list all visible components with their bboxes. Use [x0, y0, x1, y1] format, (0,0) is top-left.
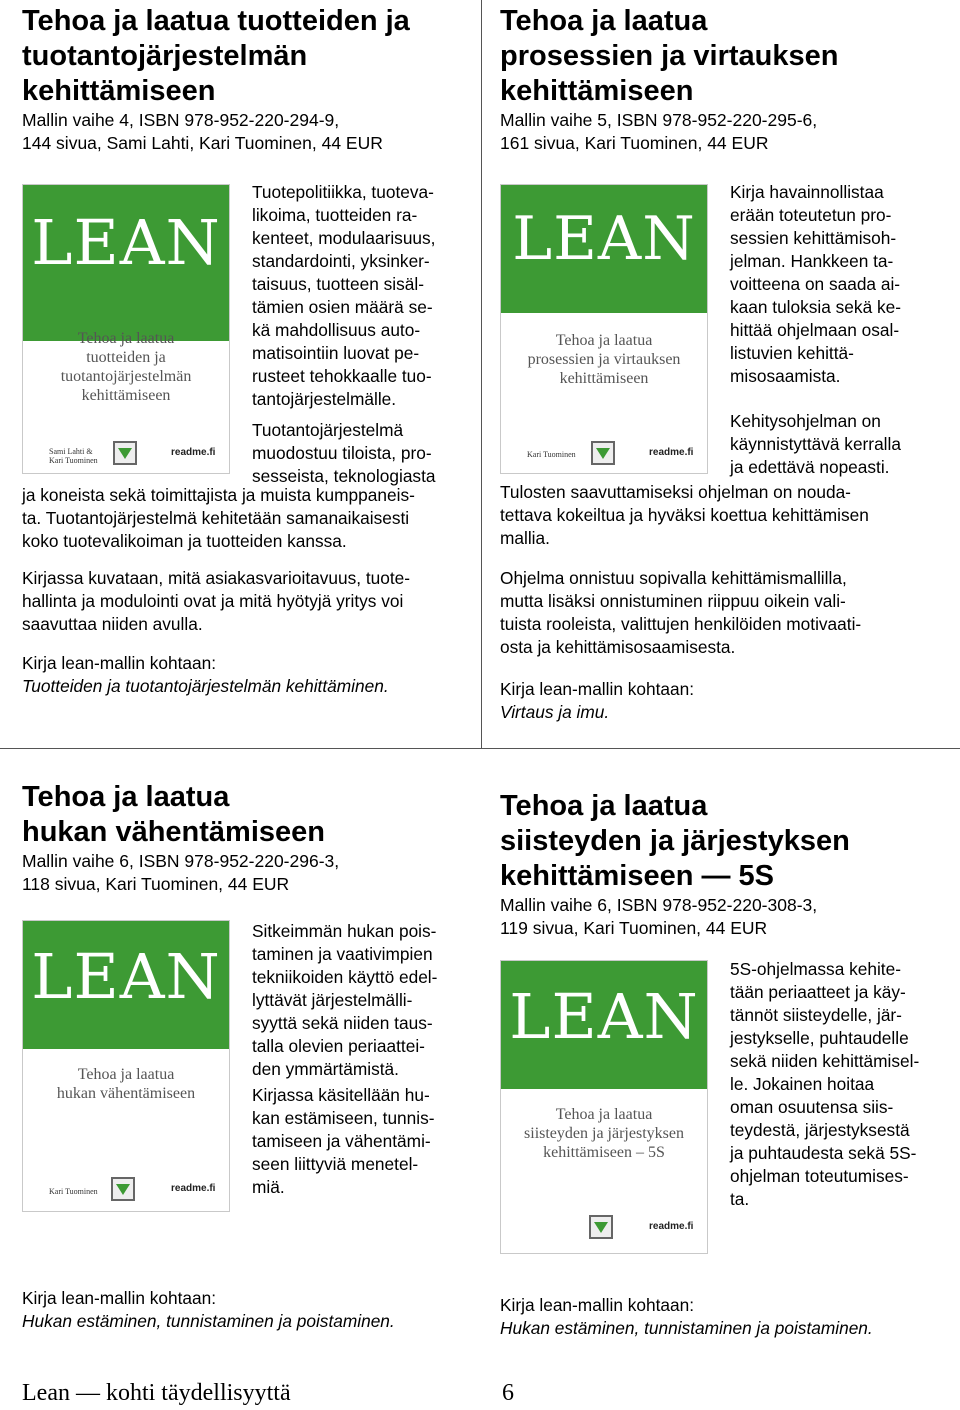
title-line: kehittämiseen: [500, 75, 694, 107]
cover-publisher: readme.fi: [649, 1221, 694, 1232]
horizontal-divider: [0, 748, 960, 749]
cover-lean-word: LEAN: [512, 204, 696, 274]
book-4-side-text: [730, 958, 955, 1211]
title-line: tuotantojärjestelmän: [22, 40, 308, 72]
cover-lean-word: LEAN: [31, 206, 221, 279]
text-line: Kirjassa käsitellään hu-: [252, 1085, 430, 1105]
text-line: Ohjelma onnistuu sopivalla kehittämismallilla,: [500, 568, 847, 588]
text-line: kaan tuloksia sekä ke-: [730, 297, 901, 317]
cover-subtitle-line: prosessien ja virtauksen: [527, 351, 681, 368]
book-meta: [500, 894, 950, 940]
text-line: Kirjassa kuvataan, mitä asiakasvarioitavuus, tuote-: [22, 568, 411, 588]
meta-line: 161 sivua, Kari Tuominen, 44 EUR: [500, 133, 769, 153]
text-line: tamiseen ja vähentämi-: [252, 1131, 431, 1151]
book-meta: [22, 850, 472, 896]
book-cover-2: [500, 184, 708, 474]
model-ref-value: Hukan estäminen, tunnistaminen ja poistaminen.: [500, 1318, 873, 1338]
title-line: Tehoa ja laatua: [500, 5, 708, 37]
model-ref-label: Kirja lean-mallin kohtaan:: [500, 1295, 695, 1315]
text-line: Kirja havainnollistaa: [730, 182, 884, 202]
title-line: Tehoa ja laatua: [22, 781, 230, 813]
cover-authors: [49, 447, 98, 465]
text-line: mutta lisäksi onnistuminen riippuu oikein vali-: [500, 591, 846, 611]
text-line: Tuotepolitiikka, tuoteva-: [252, 182, 434, 202]
text-line: misosaamista.: [730, 366, 841, 386]
text-line: ta. Tuotantojärjestelmä kehitetään samanaikaisesti: [22, 508, 410, 528]
book-panel-1: [22, 4, 472, 155]
cover-publisher: readme.fi: [171, 1183, 216, 1194]
book-4-model-ref: [500, 1294, 955, 1340]
text-line: voitteena on saada ai-: [730, 274, 901, 294]
text-line: Kehitysohjelman on: [730, 411, 881, 431]
running-footer-title: Lean — kohti täydellisyyttä: [22, 1380, 291, 1406]
book-panel-3: [22, 780, 472, 896]
cover-publisher: readme.fi: [171, 447, 216, 458]
text-line: koko tuotevalikoiman ja tuotteiden kanssa.: [22, 531, 347, 551]
book-1-model-ref: [22, 652, 477, 698]
text-line: jelman. Hankkeen ta-: [730, 251, 894, 271]
text-line: taminen ja vaativimpien: [252, 944, 433, 964]
text-line: sessien kehittämisoh-: [730, 228, 897, 248]
text-line: sesseista, teknologiasta: [252, 466, 436, 486]
text-line: teydestä, järjestyksestä: [730, 1120, 910, 1140]
text-line: jestykselle, puhtaudelle: [730, 1028, 909, 1048]
cover-author-line: Kari Tuominen: [527, 450, 576, 459]
vertical-divider: [481, 0, 482, 748]
cover-subtitle-line: kehittämiseen: [81, 387, 171, 404]
book-panel-4: [500, 789, 950, 940]
cover-subtitle-line: siisteyden ja järjestyksen: [524, 1125, 684, 1142]
book-3-side-text: [252, 920, 477, 1081]
cover-subtitle: [23, 329, 229, 405]
model-ref-value: Virtaus ja imu.: [500, 702, 610, 722]
text-line: ja puhtaudesta sekä 5S-: [730, 1143, 917, 1163]
text-line: tännöt siisteydelle, jär-: [730, 1005, 902, 1025]
cover-subtitle: [501, 331, 707, 388]
model-ref-value: Hukan estäminen, tunnistaminen ja poistaminen.: [22, 1311, 395, 1331]
text-line: hittää ohjelmaan osal-: [730, 320, 900, 340]
book-1-side-text: [252, 181, 477, 411]
cover-subtitle: [501, 1105, 707, 1162]
meta-line: Mallin vaihe 5, ISBN 978-952-220-295-6,: [500, 110, 818, 130]
text-line: lyttävät järjestelmälli-: [252, 990, 413, 1010]
model-ref-label: Kirja lean-mallin kohtaan:: [22, 653, 217, 673]
text-line: den ymmärtämistä.: [252, 1059, 399, 1079]
text-line: erään toteutetun pro-: [730, 205, 892, 225]
meta-line: 119 sivua, Kari Tuominen, 44 EUR: [500, 918, 768, 938]
book-title: [500, 789, 950, 894]
text-line: Tulosten saavuttamiseksi ohjelman on nouda-: [500, 482, 851, 502]
text-line: listuvien kehittä-: [730, 343, 854, 363]
book-panel-2: [500, 4, 950, 155]
cover-subtitle-line: Tehoa ja laatua: [555, 332, 653, 349]
title-line: siisteyden ja järjestyksen: [500, 825, 850, 857]
cover-lean-word: LEAN: [31, 940, 221, 1013]
cover-lean-word: LEAN: [509, 980, 699, 1053]
cover-author-line: Kari Tuominen: [49, 456, 98, 465]
book-meta: [22, 109, 472, 155]
text-line: taisuus, tuotteen sisäl-: [252, 274, 424, 294]
meta-line: 118 sivua, Kari Tuominen, 44 EUR: [22, 874, 290, 894]
book-meta: [500, 109, 950, 155]
text-line: sekä niiden kehittämisel-: [730, 1051, 920, 1071]
text-line: standardointi, yksinker-: [252, 251, 430, 271]
text-line: mallia.: [500, 528, 550, 548]
title-line: hukan vähentämiseen: [22, 816, 325, 848]
book-2-side-text: [730, 181, 955, 388]
text-line: likoima, tuotteiden ra-: [252, 205, 418, 225]
book-title: [22, 4, 472, 109]
text-line: Sitkeimmän hukan pois-: [252, 921, 437, 941]
publisher-emblem-icon: [111, 1177, 135, 1201]
text-line: syyttä sekä niiden taus-: [252, 1013, 433, 1033]
book-cover-1: [22, 184, 230, 474]
text-line: talla olevien periaattei-: [252, 1036, 425, 1056]
text-line: tekniikoiden käyttö edel-: [252, 967, 438, 987]
meta-line: Mallin vaihe 4, ISBN 978-952-220-294-9,: [22, 110, 340, 130]
text-line: 5S-ohjelmassa kehite-: [730, 959, 901, 979]
model-ref-label: Kirja lean-mallin kohtaan:: [500, 679, 695, 699]
text-line: le. Jokainen hoitaa: [730, 1074, 875, 1094]
text-line: matisointiin luovat pe-: [252, 343, 420, 363]
title-line: kehittämiseen: [22, 75, 216, 107]
publisher-emblem-icon: [113, 441, 137, 465]
publisher-emblem-icon: [589, 1215, 613, 1239]
text-line: kä mahdollisuus auto-: [252, 320, 421, 340]
cover-author-line: Kari Tuominen: [49, 1187, 98, 1196]
title-line: Tehoa ja laatua tuotteiden ja: [22, 5, 410, 37]
text-line: hallinta ja modulointi ovat ja mitä hyötyjä yritys voi: [22, 591, 404, 611]
text-line: osta ja kehittämisosaamisesta.: [500, 637, 736, 657]
cover-subtitle-line: kehittämiseen: [559, 370, 649, 387]
book-cover-4: [500, 960, 708, 1254]
text-line: tettava kokeiltua ja hyväksi koettua kehittämisen: [500, 505, 869, 525]
book-title: [22, 780, 472, 850]
cover-subtitle: [23, 1065, 229, 1103]
text-line: ta.: [730, 1189, 750, 1209]
meta-line: 144 sivua, Sami Lahti, Kari Tuominen, 44 EUR: [22, 133, 383, 153]
text-line: tantojärjestelmälle.: [252, 389, 397, 409]
text-line: tuista rooleista, valittujen henkilöiden motivaati-: [500, 614, 862, 634]
cover-authors: [49, 1187, 98, 1196]
book-2-model-ref: [500, 678, 955, 724]
book-2-side-text-2: [730, 410, 955, 479]
text-line: tämien osien määrä se-: [252, 297, 433, 317]
book-2-full-text: [500, 481, 955, 550]
book-3-model-ref: [22, 1287, 477, 1333]
cover-subtitle-line: tuotantojärjestelmän: [60, 368, 192, 385]
cover-subtitle-line: Tehoa ja laatua: [77, 1066, 175, 1083]
cover-authors: [527, 450, 576, 459]
text-line: Tuotantojärjestelmä: [252, 420, 404, 440]
text-line: oman osuutensa siis-: [730, 1097, 894, 1117]
text-line: käynnistyttävä kerralla: [730, 434, 901, 454]
book-title: [500, 4, 950, 109]
book-1-side-text-2: [252, 419, 477, 488]
text-line: ja edettävä nopeasti.: [730, 457, 890, 477]
meta-line: Mallin vaihe 6, ISBN 978-952-220-296-3,: [22, 851, 340, 871]
publisher-emblem-icon: [591, 441, 615, 465]
cover-subtitle-line: Tehoa ja laatua: [555, 1106, 653, 1123]
title-line: kehittämiseen — 5S: [500, 860, 774, 892]
title-line: prosessien ja virtauksen: [500, 40, 839, 72]
text-line: seen liittyviä menetel-: [252, 1154, 419, 1174]
book-3-side-text-2: [252, 1084, 477, 1199]
page-number: 6: [502, 1380, 514, 1406]
text-line: ohjelman toteutumises-: [730, 1166, 909, 1186]
book-cover-3: [22, 920, 230, 1212]
book-1-paragraph-2: [22, 567, 477, 636]
book-1-full-text: [22, 484, 477, 553]
title-line: Tehoa ja laatua: [500, 790, 708, 822]
text-line: kan estämiseen, tunnis-: [252, 1108, 435, 1128]
text-line: muodostuu tiloista, pro-: [252, 443, 432, 463]
cover-subtitle-line: kehittämiseen – 5S: [543, 1144, 665, 1161]
text-line: rusteet tehokkaalle tuo-: [252, 366, 432, 386]
model-ref-value: Tuotteiden ja tuotantojärjestelmän kehittäminen.: [22, 676, 389, 696]
cover-author-line: Sami Lahti &: [49, 447, 93, 456]
text-line: kenteet, modulaarisuus,: [252, 228, 436, 248]
text-line: ja koneista sekä toimittajista ja muista kumppaneis-: [22, 485, 415, 505]
model-ref-label: Kirja lean-mallin kohtaan:: [22, 1288, 217, 1308]
text-line: saavuttaa niiden avulla.: [22, 614, 203, 634]
cover-publisher: readme.fi: [649, 447, 694, 458]
cover-subtitle-line: tuotteiden ja: [86, 349, 166, 366]
cover-subtitle-line: Tehoa ja laatua: [77, 330, 175, 347]
text-line: tään periaatteet ja käy-: [730, 982, 906, 1002]
meta-line: Mallin vaihe 6, ISBN 978-952-220-308-3,: [500, 895, 818, 915]
book-2-paragraph-2: [500, 567, 955, 659]
text-line: miä.: [252, 1177, 285, 1197]
cover-subtitle-line: hukan vähentämiseen: [56, 1085, 196, 1102]
